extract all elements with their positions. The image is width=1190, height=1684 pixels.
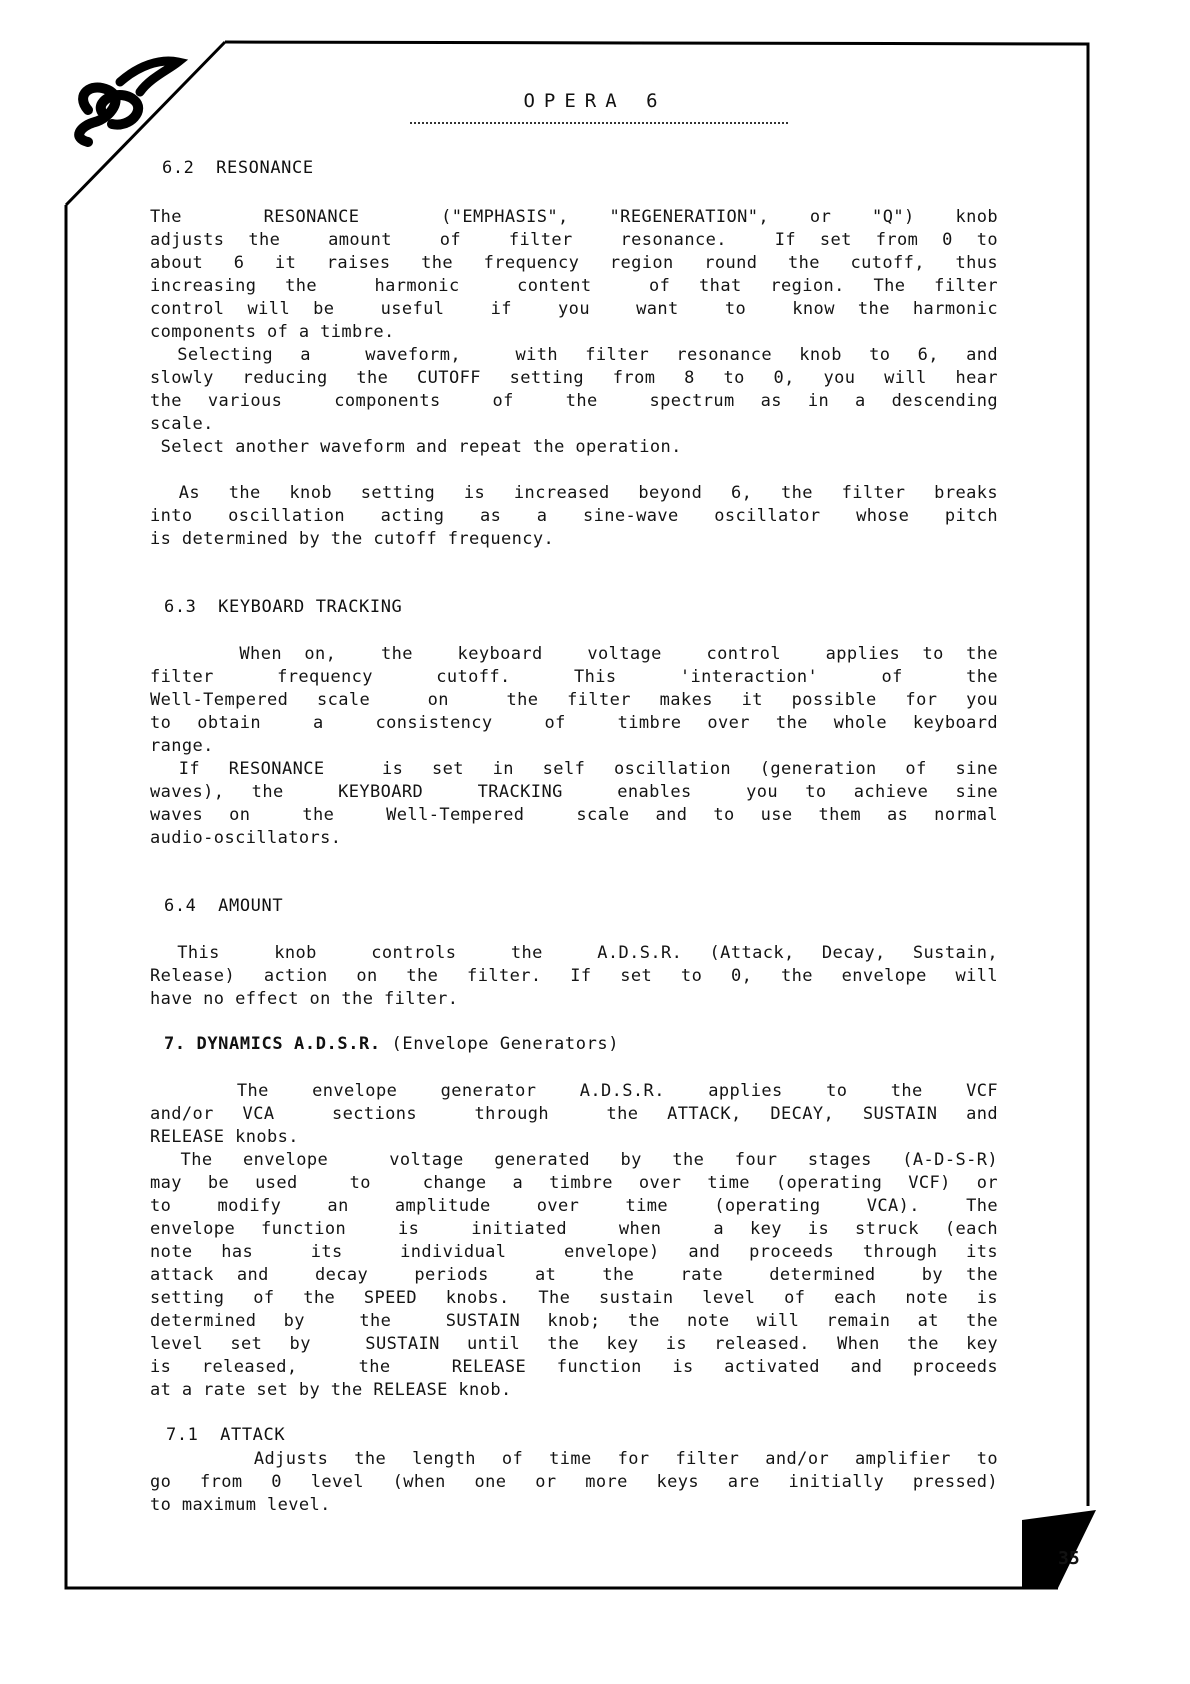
paragraph-line: is released, the RELEASE function is activated and proceeds <box>150 1357 998 1377</box>
paragraph-line: scale. <box>150 414 214 434</box>
section-heading-7-bold: 7. DYNAMICS A.D.S.R. <box>164 1034 381 1054</box>
paragraph-7-b <box>150 1149 998 1402</box>
paragraph-line: to modify an amplitude over time (operating VCA). The <box>150 1196 998 1216</box>
paragraph-line: into oscillation acting as a sine-wave oscillator whose pitch <box>150 506 998 526</box>
title-underline <box>410 122 788 124</box>
paragraph-line: have no effect on the filter. <box>150 989 459 1009</box>
paragraph-6-3-b <box>150 758 998 850</box>
paragraph-line: increasing the harmonic content of that region. The filter <box>150 276 998 296</box>
paragraph-line: slowly reducing the CUTOFF setting from 8 to 0, you will hear <box>150 368 998 388</box>
paragraph-6-2-b <box>150 344 998 436</box>
paragraph-line: Adjusts the length of time for filter and/or amplifier to <box>150 1449 998 1469</box>
paragraph-line: level set by SUSTAIN until the key is released. When the key <box>150 1334 998 1354</box>
paragraph-line: the various components of the spectrum as in a descending <box>150 391 998 411</box>
paragraph-line: When on, the keyboard voltage control applies to the <box>150 644 998 664</box>
paragraph-line: Select another waveform and repeat the operation. <box>150 437 682 457</box>
paragraph-7-1-a <box>150 1448 998 1517</box>
paragraph-line: filter frequency cutoff. This 'interaction' of the <box>150 667 998 687</box>
section-heading-6-2: 6.2 RESONANCE <box>162 158 314 178</box>
paragraph-line: to obtain a consistency of timbre over the whole keyboard <box>150 713 998 733</box>
paragraph-line: setting of the SPEED knobs. The sustain level of each note is <box>150 1288 998 1308</box>
paragraph-line: go from 0 level (when one or more keys are initially pressed) <box>150 1472 998 1492</box>
paragraph-line: components of a timbre. <box>150 322 395 342</box>
paragraph-line: Well-Tempered scale on the filter makes it possible for you <box>150 690 998 710</box>
section-heading-7-rest: (Envelope Generators) <box>380 1034 620 1054</box>
paragraph-line: range. <box>150 736 214 756</box>
paragraph-line: waves on the Well-Tempered scale and to use them as normal <box>150 805 998 825</box>
paragraph-6-2-d <box>150 482 998 551</box>
paragraph-6-2-c <box>150 436 998 459</box>
paragraph-line: The envelope generator A.D.S.R. applies to the VCF <box>150 1081 998 1101</box>
paragraph-6-3-a <box>150 643 998 758</box>
section-heading-6-3: 6.3 KEYBOARD TRACKING <box>164 597 403 617</box>
paragraph-line: is determined by the cutoff frequency. <box>150 529 555 549</box>
paragraph-line: Release) action on the filter. If set to 0, the envelope will <box>150 966 998 986</box>
paragraph-line: at a rate set by the RELEASE knob. <box>150 1380 512 1400</box>
paragraph-line: attack and decay periods at the rate determined by the <box>150 1265 998 1285</box>
paragraph-line: determined by the SUSTAIN knob; the note will remain at the <box>150 1311 998 1331</box>
paragraph-line: RELEASE knobs. <box>150 1127 299 1147</box>
section-heading-7-1: 7.1 ATTACK <box>166 1425 286 1445</box>
paragraph-line: to maximum level. <box>150 1495 331 1515</box>
paragraph-line: note has its individual envelope) and proceeds through its <box>150 1242 998 1262</box>
paragraph-line: may be used to change a timbre over time (operating VCF) or <box>150 1173 998 1193</box>
paragraph-line: If RESONANCE is set in self oscillation (generation of sine <box>150 759 998 779</box>
paragraph-line: audio-oscillators. <box>150 828 342 848</box>
paragraph-line: and/or VCA sections through the ATTACK, DECAY, SUSTAIN and <box>150 1104 998 1124</box>
paragraph-6-2-a <box>150 206 998 344</box>
paragraph-line: control will be useful if you want to know the harmonic <box>150 299 998 319</box>
paragraph-7-a <box>150 1080 998 1149</box>
paragraph-line: about 6 it raises the frequency region round the cutoff, thus <box>150 253 998 273</box>
paragraph-line: Selecting a waveform, with filter resonance knob to 6, and <box>150 345 998 365</box>
paragraph-line: This knob controls the A.D.S.R. (Attack, Decay, Sustain, <box>150 943 998 963</box>
section-heading-6-4: 6.4 AMOUNT <box>164 896 284 916</box>
section-heading-7 <box>164 1034 619 1054</box>
page-title: OPERA 6 <box>523 90 667 112</box>
paragraph-line: The envelope voltage generated by the four stages (A-D-S-R) <box>150 1150 998 1170</box>
paragraph-line: As the knob setting is increased beyond 6, the filter breaks <box>150 483 998 503</box>
paragraph-line: The RESONANCE ("EMPHASIS", "REGENERATION", or "Q") knob <box>150 207 998 227</box>
paragraph-line: adjusts the amount of filter resonance. If set from 0 to <box>150 230 998 250</box>
paragraph-6-4-a <box>150 942 998 1011</box>
paragraph-line: waves), the KEYBOARD TRACKING enables you to achieve sine <box>150 782 998 802</box>
paragraph-line: envelope function is initiated when a key is struck (each <box>150 1219 998 1239</box>
page-number: 35 <box>1058 1548 1080 1569</box>
